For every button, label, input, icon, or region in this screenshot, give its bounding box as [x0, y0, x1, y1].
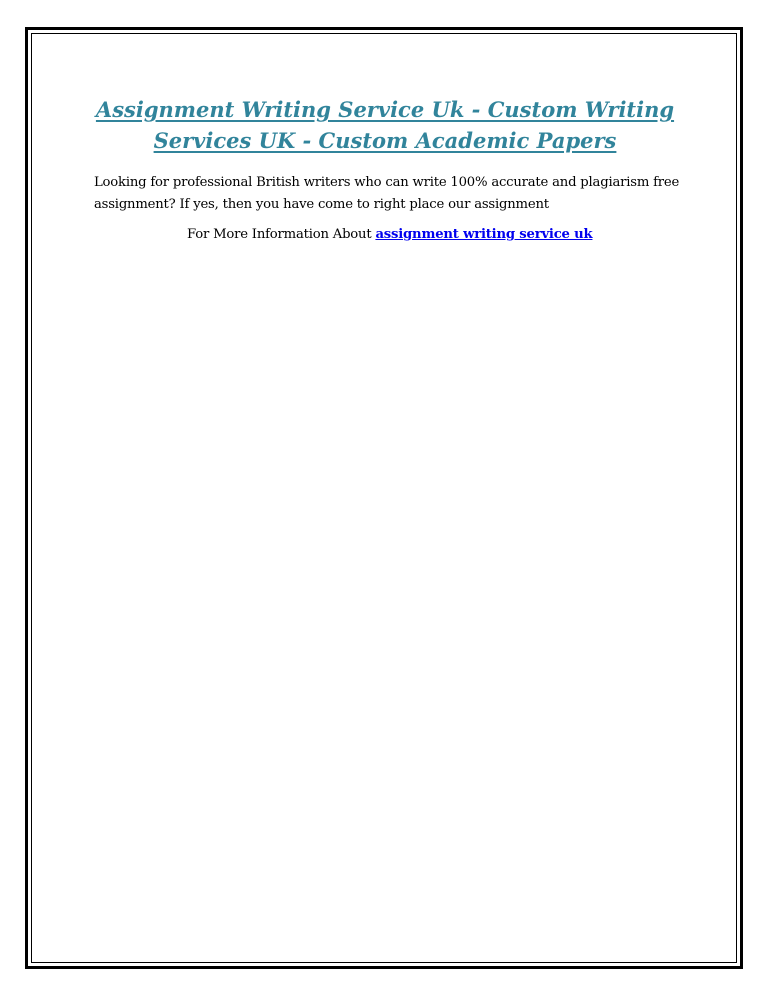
more-info-prefix: For More Information About: [187, 227, 376, 242]
document-title-text: Assignment Writing Service Uk - Custom Writing Services UK - Custom Academic Papers: [95, 97, 675, 153]
intro-paragraph: Looking for professional British writers who can write 100% accurate and plagiarism free assignment? If yes, then you have come to right place our assignment: [94, 175, 680, 212]
document-title: [60, 94, 710, 156]
assignment-writing-service-link[interactable]: assignment writing service uk: [375, 227, 593, 242]
more-info-line: [187, 224, 592, 246]
